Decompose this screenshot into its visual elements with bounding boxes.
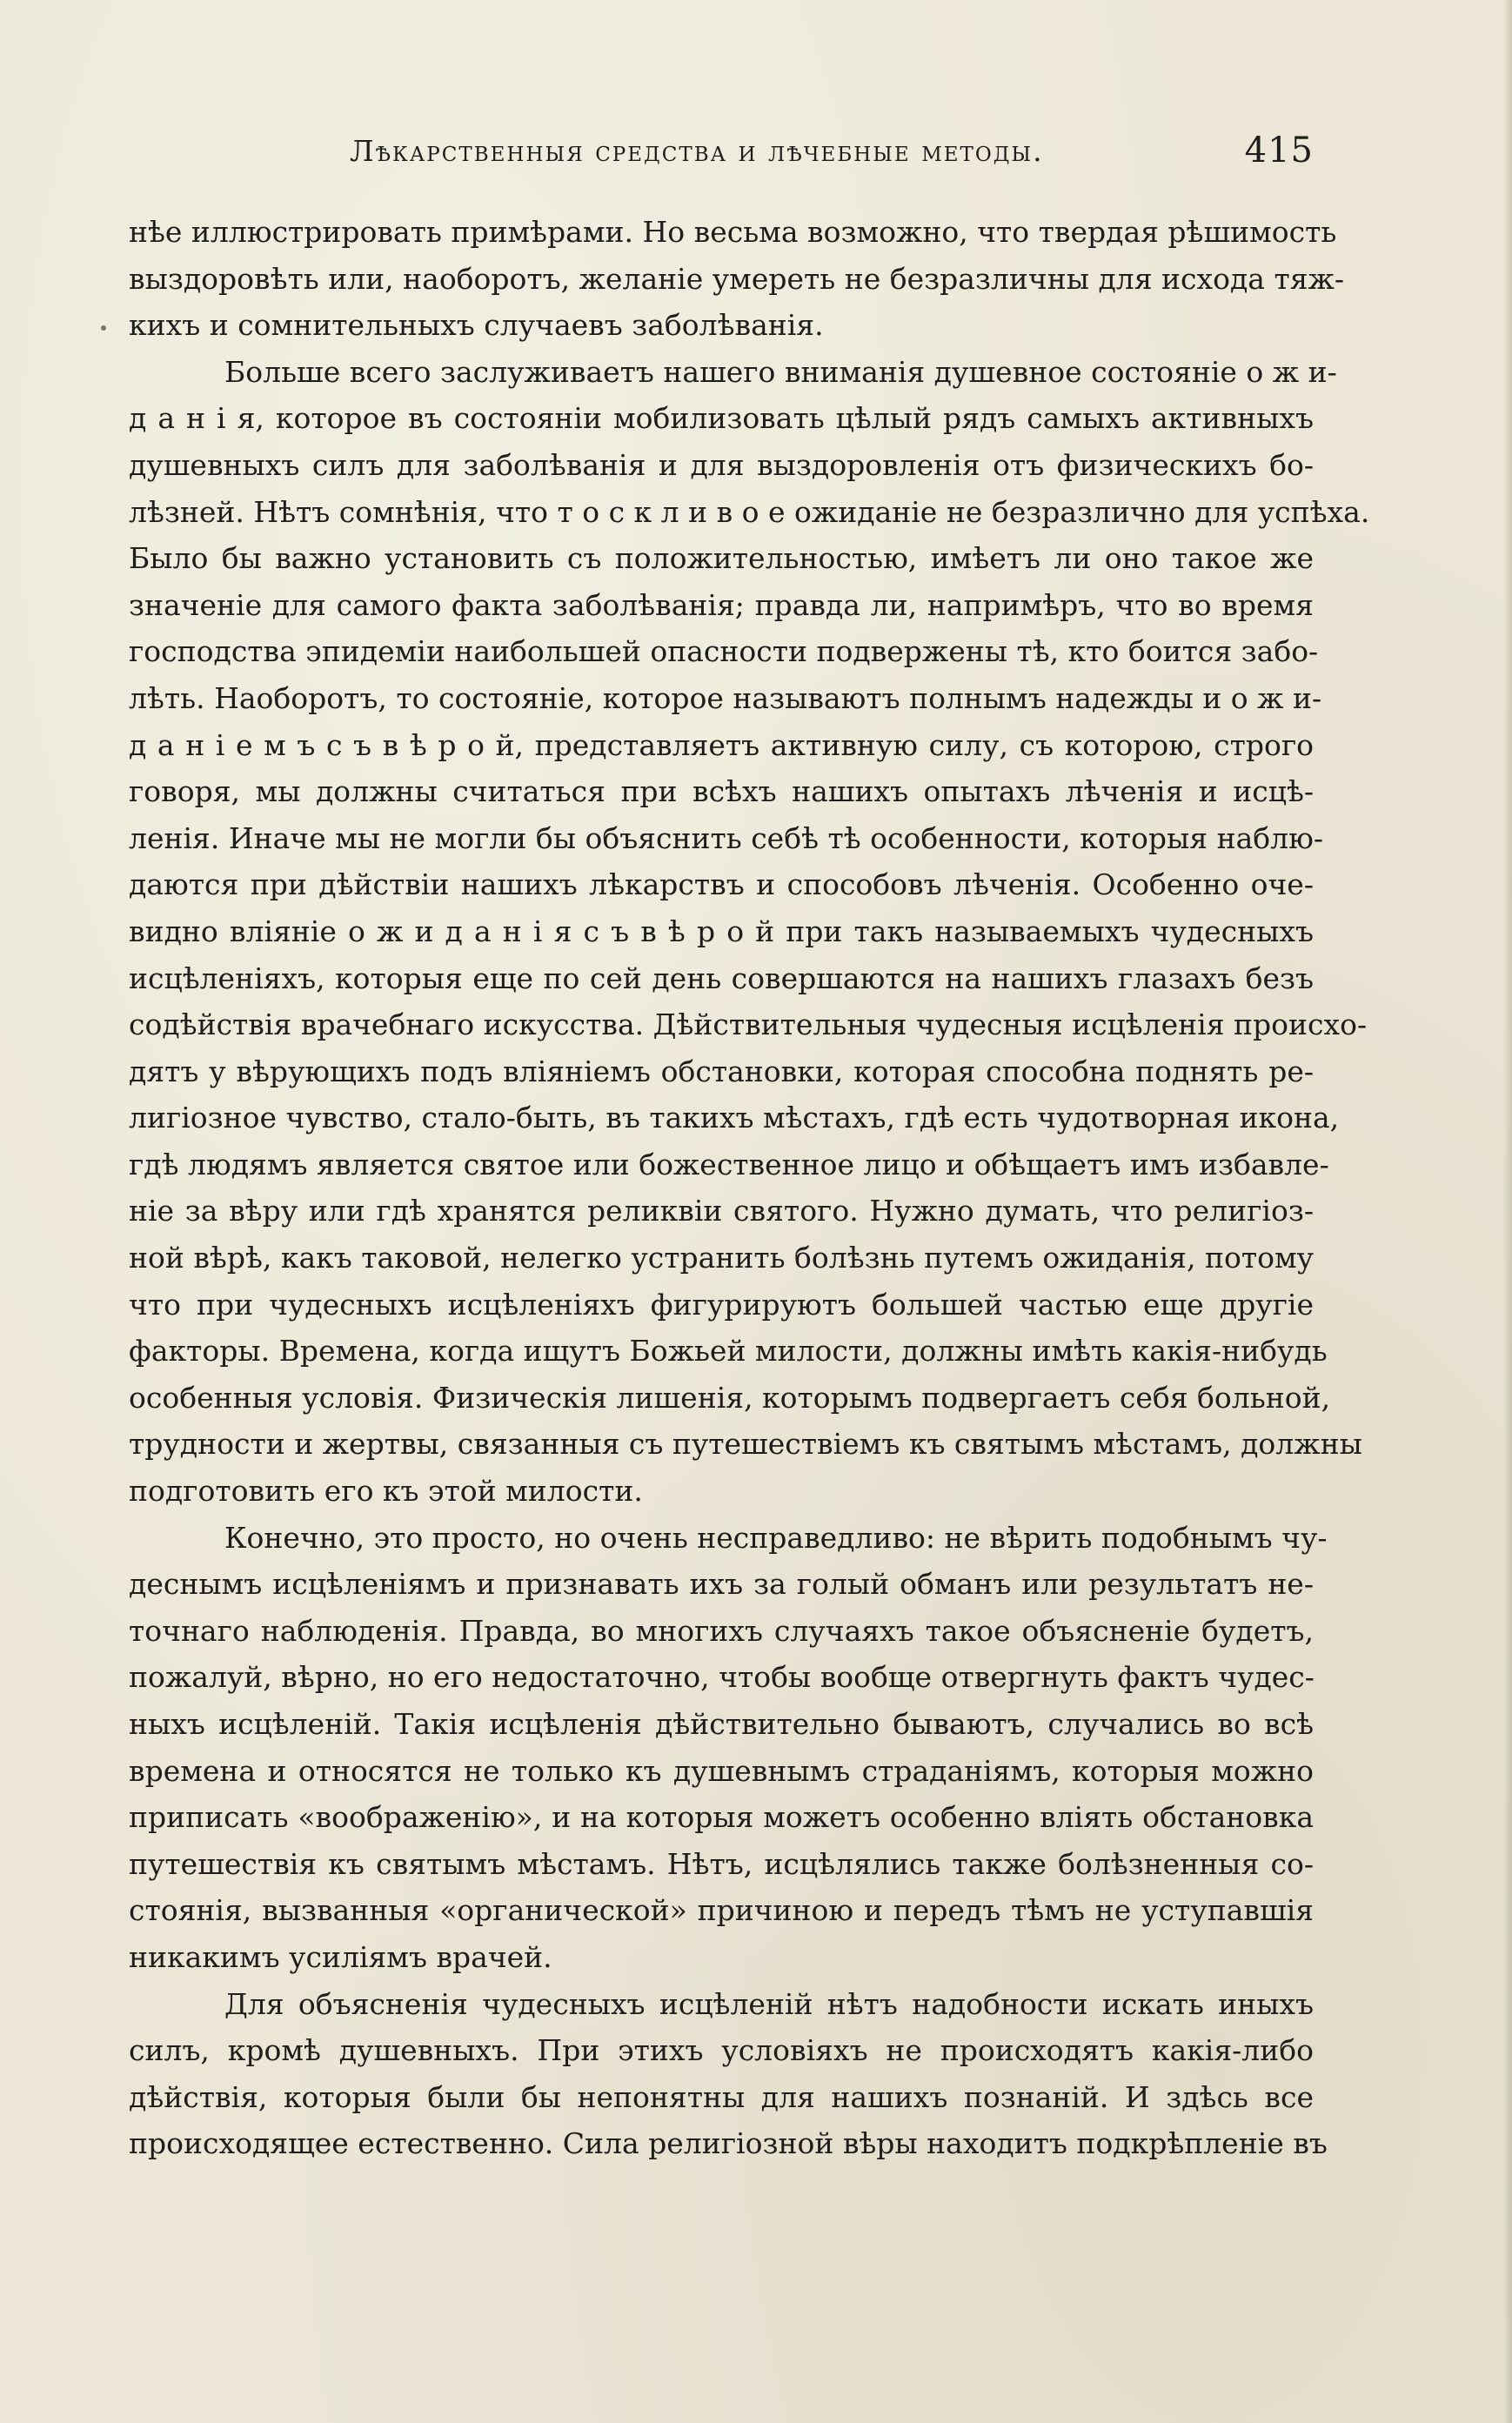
page-header	[129, 131, 1314, 179]
text-line: особенныя условія. Физическія лишенія, которымъ подвергаетъ себя больной,	[129, 1380, 1331, 1415]
text-line: выздоровѣть или, наоборотъ, желаніе умереть не безразличны для исхода тяж-	[129, 261, 1345, 296]
text-line: нѣе иллюстрировать примѣрами. Но весьма возможно, что твердая рѣшимость	[129, 215, 1337, 249]
text-line: силъ, кромѣ душевныхъ. При этихъ условіяхъ не происходятъ какія-либо	[129, 2033, 1314, 2068]
text-line: факторы. Времена, когда ищутъ Божьей милости, должны имѣть какія-нибудь	[129, 1334, 1328, 1369]
text-line: точнаго наблюденія. Правда, во многихъ случаяхъ такое объясненіе будетъ,	[129, 1613, 1314, 1648]
text-line: даются при дѣйствіи нашихъ лѣкарствъ и способовъ лѣченія. Особенно оче-	[129, 867, 1314, 902]
text-line: господства эпидеміи наибольшей опасности подвержены тѣ, кто боится забо-	[129, 634, 1319, 669]
text-line: лѣть. Наоборотъ, то состояніе, которое называютъ полнымъ надежды и о ж и-	[129, 680, 1322, 715]
text-line: душевныхъ силъ для заболѣванія и для выздоровленія отъ физическихъ бо-	[129, 447, 1314, 482]
margin-ink-speck	[101, 325, 106, 331]
text-line: д а н і я, которое въ состояніи мобилизовать цѣлый рядъ самыхъ активныхъ	[129, 401, 1314, 436]
page-number: 415	[1244, 131, 1314, 171]
text-line: д а н і е м ъ с ъ в ѣ р о й, представляетъ активную силу, съ которою, строго	[129, 727, 1314, 762]
text-line: ніе за вѣру или гдѣ хранятся реликвіи святого. Нужно думать, что религіоз-	[129, 1194, 1314, 1228]
paragraph-start-line: Для объясненія чудесныхъ исцѣленій нѣтъ надобности искать иныхъ	[224, 1986, 1314, 2021]
text-line: трудности и жертвы, связанныя съ путешествіемъ къ святымъ мѣстамъ, должны	[129, 1427, 1362, 1462]
text-line: деснымъ исцѣленіямъ и признавать ихъ за голый обманъ или результатъ не-	[129, 1567, 1314, 1602]
paragraph-start-line: Конечно, это просто, но очень несправедливо: не вѣрить подобнымъ чу-	[224, 1520, 1328, 1555]
text-line: стоянія, вызванныя «органической» причиною и передъ тѣмъ не уступавшія	[129, 1893, 1314, 1928]
text-line: Было бы важно установить съ положительностью, имѣетъ ли оно такое же	[129, 541, 1314, 576]
text-line: содѣйствія врачебнаго искусства. Дѣйствительныя чудесныя исцѣленія происхо-	[129, 1007, 1368, 1042]
paragraph-start-line: Больше всего заслуживаетъ нашего вниманія душевное состояніе о ж и-	[224, 354, 1337, 389]
text-line: ленія. Иначе мы не могли бы объяснить себѣ тѣ особенности, которыя наблю-	[129, 820, 1323, 855]
text-line: дятъ у вѣрующихъ подъ вліяніемъ обстановки, которая способна поднять ре-	[129, 1054, 1314, 1088]
page-edge-shadow	[1503, 0, 1512, 2423]
text-line: видно вліяніе о ж и д а н і я с ъ в ѣ р о й при такъ называемыхъ чудесныхъ	[129, 914, 1314, 948]
text-line: исцѣленіяхъ, которыя еще по сей день совершаются на нашихъ глазахъ безъ	[129, 960, 1314, 995]
text-line: пожалуй, вѣрно, но его недостаточно, чтобы вообще отвергнуть фактъ чудес-	[129, 1660, 1315, 1695]
text-line: значеніе для самого факта заболѣванія; правда ли, напримѣръ, что во время	[129, 587, 1314, 622]
text-line: путешествія къ святымъ мѣстамъ. Нѣтъ, исцѣлялись также болѣзненныя со-	[129, 1846, 1314, 1881]
text-line: кихъ и сомнительныхъ случаевъ заболѣванія.	[129, 308, 824, 343]
text-line: происходящее естественно. Сила религіозной вѣры находитъ подкрѣпленіе въ	[129, 2126, 1328, 2161]
body-text	[129, 209, 1370, 2167]
text-line: времена и относятся не только къ душевнымъ страданіямъ, которыя можно	[129, 1753, 1314, 1788]
text-line: ныхъ исцѣленій. Такія исцѣленія дѣйствительно бываютъ, случались во всѣ	[129, 1707, 1314, 1741]
text-line: подготовить его къ этой милости.	[129, 1474, 643, 1509]
text-line: лигіозное чувство, стало-быть, въ такихъ мѣстахъ, гдѣ есть чудотворная икона,	[129, 1101, 1340, 1135]
text-line: говоря, мы должны считаться при всѣхъ нашихъ опытахъ лѣченія и исцѣ-	[129, 774, 1314, 809]
text-line: что при чудесныхъ исцѣленіяхъ фигурируютъ большей частью еще другіе	[129, 1287, 1314, 1322]
text-line: лѣзней. Нѣтъ сомнѣнія, что т о с к л и в о е ожиданіе не безразлично для успѣха.	[129, 494, 1370, 529]
text-line: ной вѣрѣ, какъ таковой, нелегко устранить болѣзнь путемъ ожиданія, потому	[129, 1241, 1315, 1275]
text-line: никакимъ усиліямъ врачей.	[129, 1939, 552, 1974]
running-head: Лѣкарственныя средства и лѣчебные методы.	[350, 134, 1044, 168]
text-line: дѣйствія, которыя были бы непонятны для нашихъ познаній. И здѣсь все	[129, 2079, 1314, 2114]
text-line: приписать «воображенію», и на которыя можетъ особенно вліять обстановка	[129, 1800, 1314, 1835]
text-line: гдѣ людямъ является святое или божественное лицо и обѣщаетъ имъ избавле-	[129, 1147, 1329, 1181]
